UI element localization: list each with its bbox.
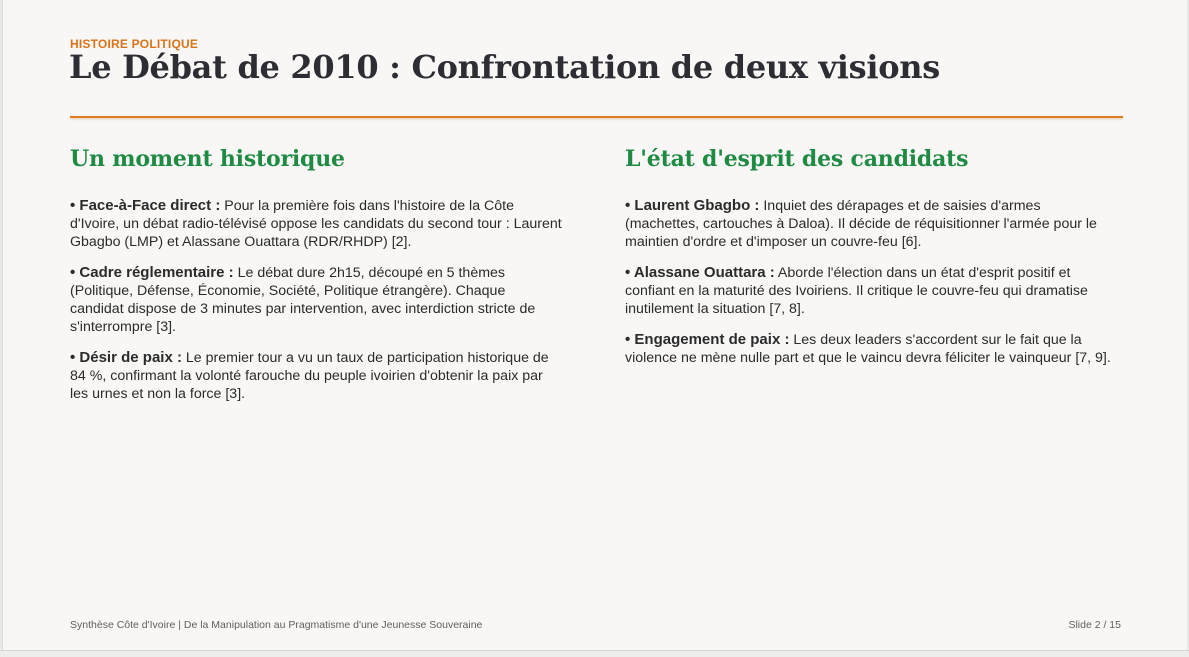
bullet-text: Le premier tour a vu un taux de participation historique de 84 %, confirmant la volonté farouche du peuple ivoirien d'obtenir la paix par les urnes et non la force [3]. bbox=[70, 350, 549, 402]
slide-kicker: HISTOIRE POLITIQUE bbox=[70, 37, 199, 51]
bullet-item bbox=[625, 331, 1117, 367]
bullet-text: Pour la première fois dans l'histoire de la Côte d'Ivoire, un débat radio-télévisé oppose les candidats du second tour : Laurent Gbagbo (LMP) et Alassane Ouattara (RDR/RHDP) [2]. bbox=[70, 198, 562, 250]
bullet-item bbox=[70, 197, 562, 251]
bullet-text: Le débat dure 2h15, découpé en 5 thèmes (Politique, Défense, Économie, Société, Politique étrangère). Chaque candidat dispose de 3 minutes par intervention, avec interdiction stricte de s'interrompre [3]. bbox=[70, 265, 536, 335]
viewer-bottom-edge bbox=[0, 650, 1189, 657]
slide-title: Le Débat de 2010 : Confrontation de deux visions bbox=[69, 48, 940, 86]
bullet-text: Les deux leaders s'accordent sur le fait que la violence ne mène nulle part et que le vaincu devra féliciter le vainqueur [7, 9]. bbox=[625, 332, 1111, 366]
right-column-heading: L'état d'esprit des candidats bbox=[625, 146, 969, 172]
bullet-lead: • Face-à-Face direct : bbox=[70, 197, 221, 214]
bullet-text: Inquiet des dérapages et de saisies d'armes (machettes, cartouches à Daloa). Il décide de réquisitionner l'armée pour le maintien d'ordre et d'imposer un couvre-feu [6]. bbox=[625, 198, 1097, 250]
bullet-lead: • Alassane Ouattara : bbox=[625, 264, 775, 281]
left-column-heading: Un moment historique bbox=[70, 146, 345, 172]
bullet-lead: • Engagement de paix : bbox=[625, 331, 790, 348]
left-column bbox=[70, 146, 562, 416]
slide-number: Slide 2 / 15 bbox=[1068, 619, 1121, 631]
bullet-item bbox=[625, 197, 1117, 251]
right-column bbox=[625, 146, 1117, 380]
slide bbox=[2, 0, 1187, 650]
bullet-item bbox=[70, 264, 562, 336]
title-divider bbox=[70, 116, 1123, 118]
bullet-lead: • Désir de paix : bbox=[70, 349, 182, 366]
bullet-text: Aborde l'élection dans un état d'esprit positif et confiant en la maturité des Ivoiriens. Il critique le couvre-feu qui dramatise inutilement la situation [7, 8]. bbox=[625, 265, 1088, 317]
slide-footer-title: Synthèse Côte d'Ivoire | De la Manipulation au Pragmatisme d'une Jeunesse Souveraine bbox=[70, 619, 483, 631]
bullet-item bbox=[625, 264, 1117, 318]
bullet-item bbox=[70, 349, 562, 403]
bullet-lead: • Cadre réglementaire : bbox=[70, 264, 234, 281]
bullet-lead: • Laurent Gbagbo : bbox=[625, 197, 760, 214]
